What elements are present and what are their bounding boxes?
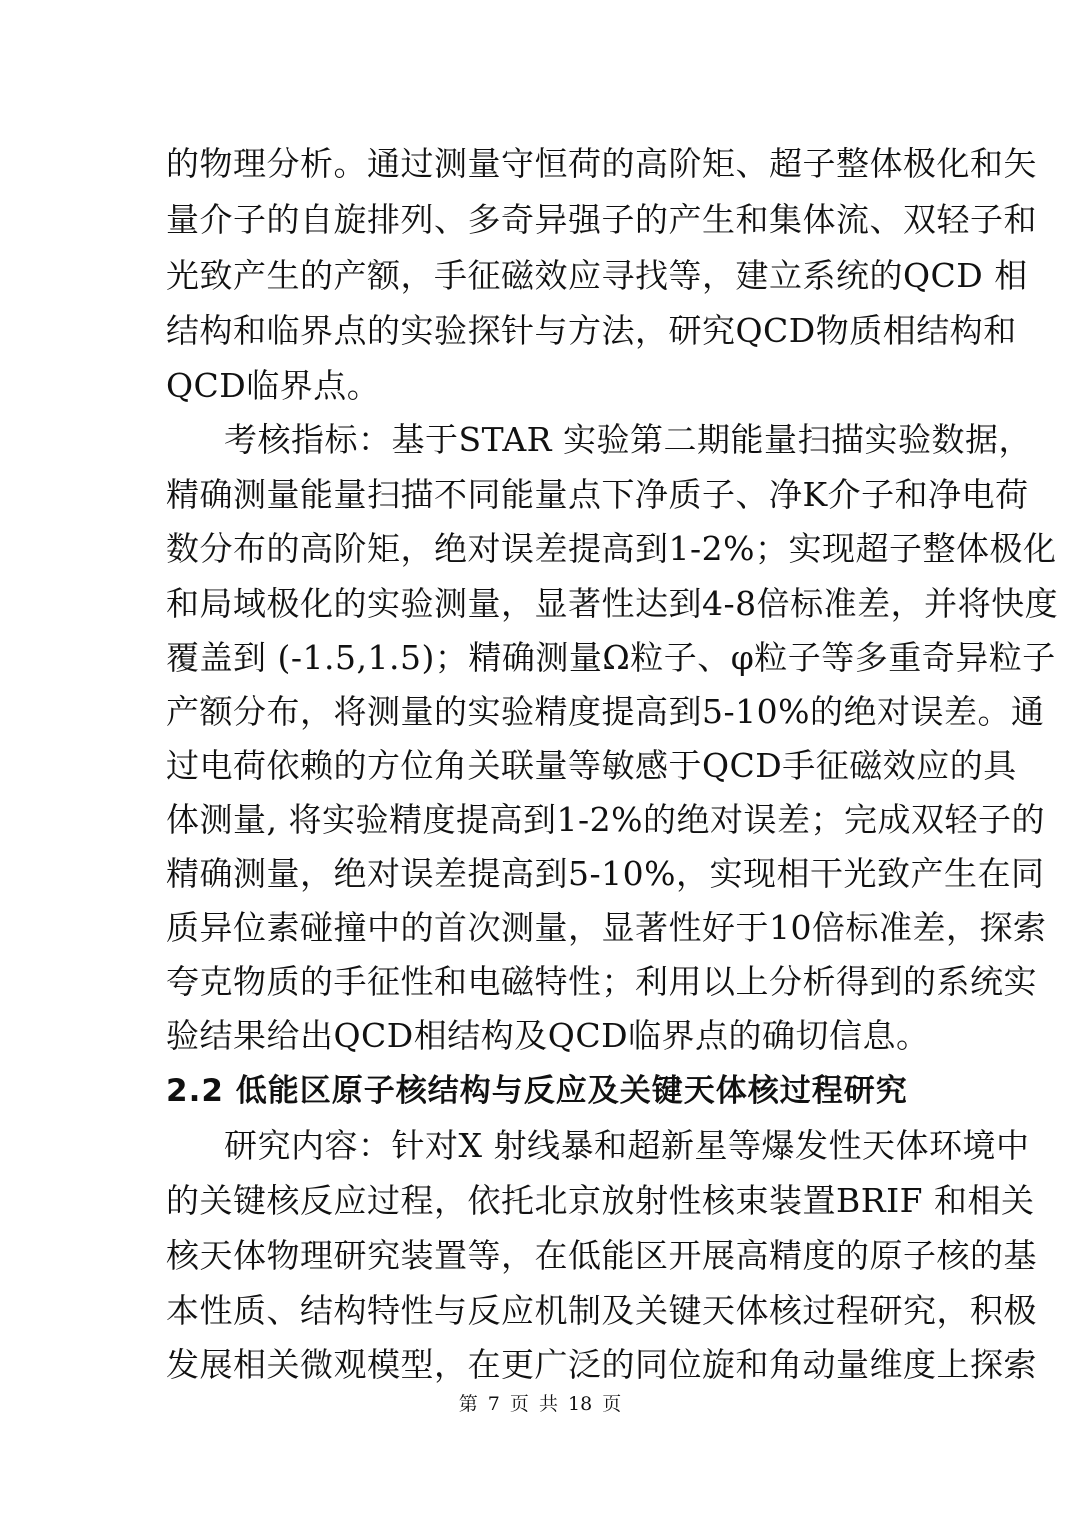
text-line: 和局域极化的实验测量，显著性达到4-8倍标准差，并将快度 xyxy=(166,584,1059,623)
text-line: 的关键核反应过程，依托北京放射性核束装置BRIF 和相关 xyxy=(166,1181,1035,1220)
text-line: 夸克物质的手征性和电磁特性；利用以上分析得到的系统实 xyxy=(166,962,1037,1001)
text-line: 产额分布，将测量的实验精度提高到5-10%的绝对误差。通 xyxy=(166,692,1045,731)
text-line: 过电荷依赖的方位角关联量等敏感于QCD手征磁效应的具 xyxy=(166,746,1017,785)
text-line: 量介子的自旋排列、多奇异强子的产生和集体流、双轻子和 xyxy=(166,200,1037,239)
text-line: 精确测量能量扫描不同能量点下净质子、净K介子和净电荷 xyxy=(166,475,1029,514)
text-line: 光致产生的产额，手征磁效应寻找等，建立系统的QCD 相 xyxy=(166,256,1028,295)
text-line: 体测量, 将实验精度提高到1-2%的绝对误差；完成双轻子的 xyxy=(166,800,1045,839)
text-line: 覆盖到 (-1.5,1.5)；精确测量Ω粒子、φ粒子等多重奇异粒子 xyxy=(166,638,1056,677)
text-line: QCD临界点。 xyxy=(166,366,381,405)
text-line: 精确测量，绝对误差提高到5-10%，实现相干光致产生在同 xyxy=(166,854,1045,893)
page-number-footer: 第 7 页 共 18 页 xyxy=(458,1393,622,1415)
text-line: 发展相关微观模型，在更广泛的同位旋和角动量维度上探索 xyxy=(166,1345,1037,1384)
text-line: 的物理分析。通过测量守恒荷的高阶矩、超子整体极化和矢 xyxy=(166,144,1037,183)
section-heading: 2.2 低能区原子核结构与反应及关键天体核过程研究 xyxy=(166,1073,908,1109)
text-line: 结构和临界点的实验探针与方法，研究QCD物质相结构和 xyxy=(166,311,1017,350)
text-line: 本性质、结构特性与反应机制及关键天体核过程研究，积极 xyxy=(166,1291,1037,1330)
text-line: 考核指标：基于STAR 实验第二期能量扫描实验数据， xyxy=(224,420,1032,459)
text-line: 质异位素碰撞中的首次测量，显著性好于10倍标准差，探索 xyxy=(166,908,1047,947)
text-line: 数分布的高阶矩，绝对误差提高到1-2%；实现超子整体极化 xyxy=(166,529,1057,568)
text-line: 验结果给出QCD相结构及QCD临界点的确切信息。 xyxy=(166,1016,930,1055)
text-line: 核天体物理研究装置等，在低能区开展高精度的原子核的基 xyxy=(166,1236,1037,1275)
text-line: 研究内容：针对X 射线暴和超新星等爆发性天体环境中 xyxy=(224,1126,1030,1165)
